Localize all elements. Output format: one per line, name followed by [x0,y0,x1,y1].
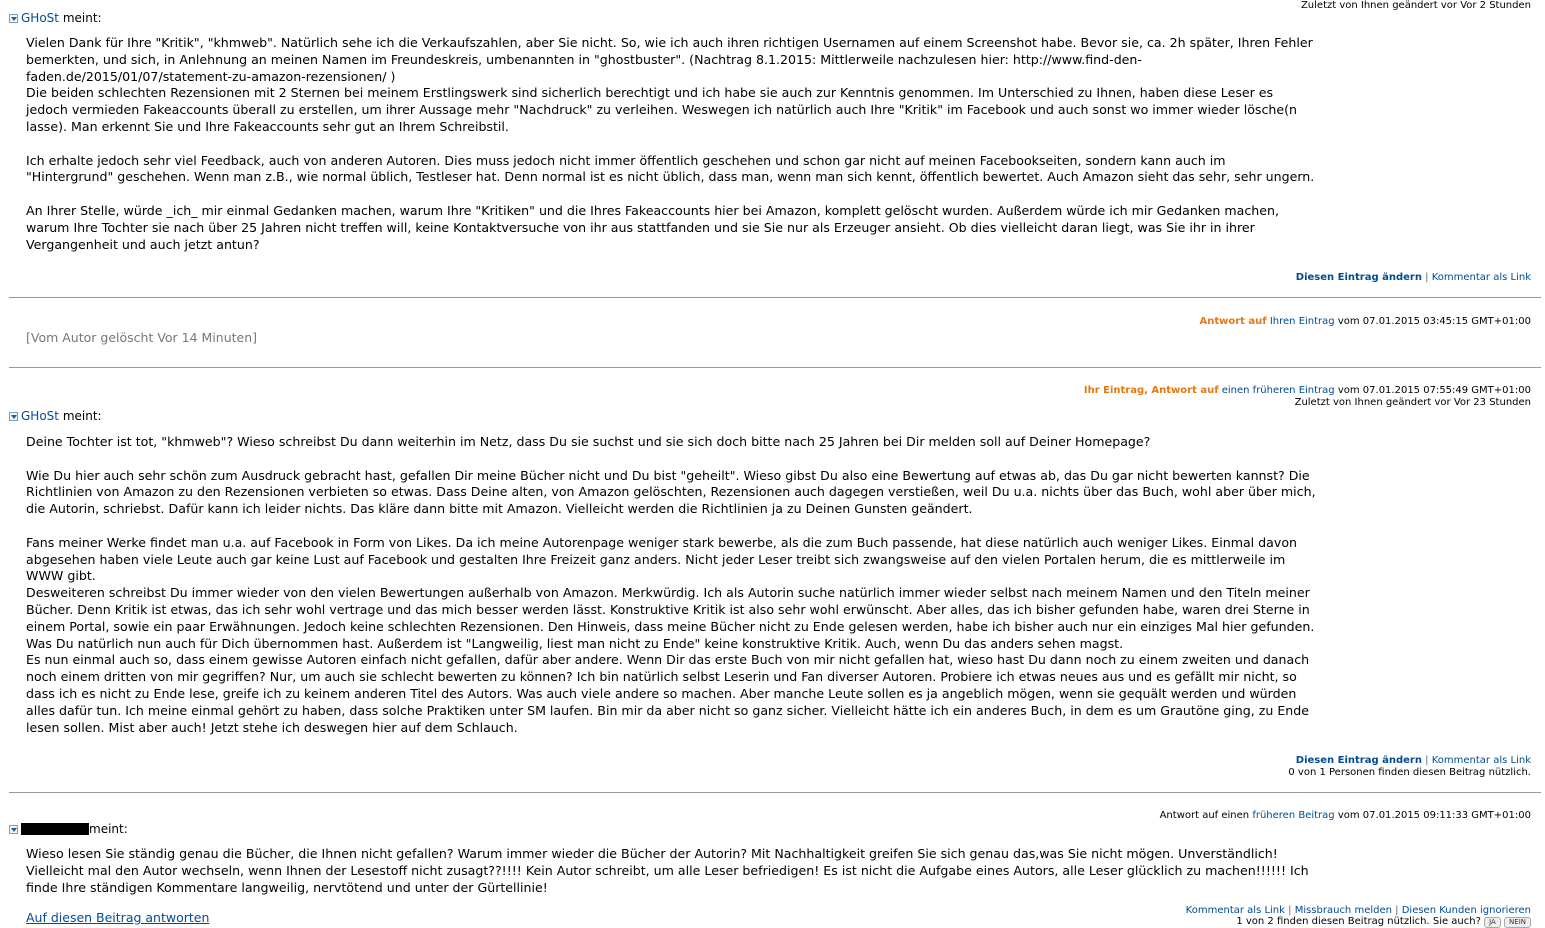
reply-target-link[interactable]: Ihren Eintrag [1269,316,1335,327]
author-line [9,11,102,25]
author-link[interactable]: GHoSt [21,409,59,423]
paragraph: Deine Tochter ist tot, "khmweb"? Wieso schreibst Du dann weiterhin im Netz, dass Du sie suchst und sie sich doch bitte nach 25 Jahren bei Dir melden soll auf Deiner Homepage? [26,434,1151,449]
collapse-toggle-icon[interactable] [9,825,18,834]
helpful-vote [1236,916,1531,928]
paragraph: Wie Du hier auch sehr schön zum Ausdruck gebracht hast, gefallen Dir meine Bücher nicht und Du bist "geheilt". Wieso gibst Du also eine Bewertung auf etwas ab, das Du gar nicht bewerten kannst? Die Richtlinien von Amazon zu den Rezensionen verbieten so etwas. Dass Deine alten, von Amazon gelöschten, Rezensionen auch dagegen verstießen, weil Du u.a. nichts über das Buch, wohl aber über mich, die Autorin, schriebst. Dafür kann ich leider nichts. Das kläre dann bitte mit Amazon. Vielleicht werden die Richtlinien ja zu Deinen Gunsten geändert. [26,467,1316,517]
comment-link[interactable]: Kommentar als Link [1431,272,1531,283]
says-label: meint: [62,11,102,25]
post-body [26,35,1316,253]
reply-label: Ihr Eintrag, Antwort auf [1083,385,1219,396]
divider [9,367,1541,368]
post-body [26,846,1316,896]
author-line [9,409,102,423]
paragraph: Ich erhalte jedoch sehr viel Feedback, auch von anderen Autoren. Dies muss jedoch nicht immer öffentlich geschehen und schon gar nicht auf meinen Facebookseiten, sondern kann auch im "Hintergrund" geschehen. Wenn man z.B., wie normal üblich, Testleser hat. Denn normal ist es nicht üblich, dass man, wenn man sich kennt, öffentlich bewertet. Auch Amazon sieht das sehr, sehr ungern. [26,152,1315,185]
report-abuse-link[interactable]: Missbrauch melden [1294,905,1392,916]
ignore-customer-link[interactable]: Diesen Kunden ignorieren [1401,905,1531,916]
author-line [9,822,128,836]
reply-to-post-link[interactable]: Auf diesen Beitrag antworten [26,910,210,925]
paragraph: Fans meiner Werke findet man u.a. auf Facebook in Form von Likes. Da ich meine Autorenpage weniger stark bewerbe, als die zum Buch passende, hat diese natürlich auch weniger Likes. Einmal davon abgesehen haben viele Leute auch gar keine Lust auf Facebook und gestalten Ihre Freizeit ganz anders. Nicht jeder Leser treibt sich zwangsweise auf den vielen Portalen herum, die es mittlerweile im WWW gibt. Desweiteren schreibst Du immer wieder von den vielen Bewertungen außerhalb von Amazon. Merkwürdig. Ich als Autorin suche natürlich immer wieder selbst nach meinem Namen und den Titeln meiner Bücher. Denn Kritik ist etwas, das ich sehr wohl vertrage und das mich besser werden lässt. Konstruktive Kritik ist also sehr wohl erwünscht. Aber alles, das ich bisher gefunden habe, waren drei Sterne in einem Portal, sowie ein paar Erwähnungen. Jedoch keine schlechten Rezensionen. Den Hinweis, dass meine Bücher nicht zu Ende gelesen werden, habe ich bisher auch nur ein einziges Mal hier gefunden. Was Du natürlich nun auch für Dich übernommen hast. Außerdem ist "Langweilig, liest man nicht zu Ende" keine konstruktive Kritik. Auch, wenn Du das anders sehen magst. Es nun einmal auch so, dass einem gewisse Autoren einfach nicht gefallen, dafür aber andere. Wenn Dir das erste Buch von mir nicht gefallen hat, wieso hast Du dann noch zu einem zweiten und danach noch einem dritten von mir gegriffen? Nur, um auch sie schlecht bewerten zu können? Ich bin natürlich selbst Leserin und Fan diverser Autoren. Probiere ich etwas neues aus und es gefällt mir nicht, so dass ich es nicht zu Ende lese, greife ich zu keinem anderen Titel des Autors. Was auch viele andere so machen. Aber manche Leute sollen es ja angeblich mögen, wenn sie gequält werden und würden alles dafür tun. Ich meine einmal gehört zu haben, dass solche Praktiken unter SM laufen. Bin mir da aber nicht so ganz sicher. Vielleicht hätte ich ein anderes Buch, in dem es um Grautöne ging, zu Ende lesen sollen. Mist aber auch! Jetzt stehe ich deswegen hier auf dem Schlauch. [26,534,1315,735]
paragraph: An Ihrer Stelle, würde _ich_ mir einmal Gedanken machen, warum Ihre "Kritiken" und die Ihres Fakeaccounts hier bei Amazon, komplett gelöscht wurden. Außerdem würde ich mir Gedanken machen, warum Ihre Tochter sie nach über 25 Jahren nicht treffen will, keine Kontaktversuche von ihr aus stattfanden und sie Sie nur als Erzeuger ansieht. Ob dies vielleicht daran liegt, was Sie ihr in ihrer Vergangenheit und auch jetzt antun? [26,202,1279,252]
separator: | [1425,755,1429,766]
separator: | [1395,905,1399,916]
reply-meta [1160,810,1531,822]
collapse-toggle-icon[interactable] [9,412,18,421]
post-body [26,434,1316,736]
post-actions [1296,755,1531,767]
redacted-author [21,823,89,835]
says-label: meint: [89,822,128,836]
reply-target-link[interactable]: früheren Beitrag [1252,810,1335,821]
divider [9,792,1541,793]
separator: | [1425,272,1429,283]
helpful-note: 0 von 1 Personen finden diesen Beitrag nützlich. [1288,767,1531,778]
divider [9,297,1541,298]
deleted-note: [Vom Autor gelöscht Vor 14 Minuten] [26,330,258,345]
comment-link[interactable]: Kommentar als Link [1431,755,1531,766]
reply-target-link[interactable]: einen früheren Eintrag [1221,385,1335,396]
timestamp: vom 07.01.2015 07:55:49 GMT+01:00 [1337,385,1531,396]
reply-meta [1084,385,1531,397]
vote-no-button[interactable]: NEIN [1504,917,1531,928]
timestamp: vom 07.01.2015 03:45:15 GMT+01:00 [1337,316,1531,327]
separator: | [1288,905,1292,916]
vote-yes-button[interactable]: JA [1484,917,1501,928]
timestamp: vom 07.01.2015 09:11:33 GMT+01:00 [1337,810,1531,821]
comment-link[interactable]: Kommentar als Link [1185,905,1285,916]
reply-meta [1199,316,1531,328]
says-label: meint: [62,409,102,423]
author-link[interactable]: GHoSt [21,11,59,25]
reply-label: Antwort auf [1199,316,1267,327]
helpful-question: 1 von 2 finden diesen Beitrag nützlich. Sie auch? [1236,916,1481,927]
edit-entry-link[interactable]: Diesen Eintrag ändern [1295,755,1422,766]
edited-note: Zuletzt von Ihnen geändert vor Vor 2 Stunden [1300,0,1531,11]
paragraph: Vielen Dank für Ihre "Kritik", "khmweb". Natürlich sehe ich die Verkaufszahlen, aber Sie nicht. So, wie ich auch ihren richtigen Usernamen auf einem Screenshot habe. Bevor sie, ca. 2h später, Ihren Fehler bemerkten, und sich, in Anlehnung an meinen Namen im Freundeskreis, umbenannten in "ghostbuster". (Nachtrag 8.1.2015: Mittlerweile nachzulesen hier: http://www.find-den-faden.de/2015/01/07/statement-zu-amazon-rezensionen/ ) Die beiden schlechten Rezensionen mit 2 Sternen bei meinem Erstlingswerk sind sicherlich berechtigt und ich habe sie auch zur Kenntnis genommen. Im Unterschied zu Ihnen, haben diese Leser es jedoch vermieden Fakeaccounts überall zu erstellen, um ihrer Aussage mehr "Nachdruck" zu verleihen. Weswegen ich natürlich auch Ihre "Kritik" im Facebook und auch sonst wo immer wieder lösche(n lasse). Man erkennt Sie und Ihre Fakeaccounts sehr gut an Ihrem Schreibstil. [26,35,1313,134]
edit-entry-link[interactable]: Diesen Eintrag ändern [1295,272,1422,283]
paragraph: Wieso lesen Sie ständig genau die Bücher, die Ihnen nicht gefallen? Warum immer wieder die Bücher der Autorin? Mit Nachhaltigkeit greifen Sie sich genau das,was Sie nicht mögen. Unverständlich! Vielleicht mal den Autor wechseln, wenn Ihnen der Lesestoff nicht zusagt??!!!! Kein Autor schreibt, um alle Leser befriedigen! Es ist nicht die Aufgabe eines Autors, alle Leser glücklich zu machen!!!!!! Ich finde Ihre ständigen Kommentare langweilig, nervtötend und unter der Gürtellinie! [26,846,1309,895]
collapse-toggle-icon[interactable] [9,14,18,23]
reply-label: Antwort auf einen [1159,810,1250,821]
edited-note: Zuletzt von Ihnen geändert vor Vor 23 Stunden [1294,397,1531,408]
post-actions [1296,272,1531,284]
